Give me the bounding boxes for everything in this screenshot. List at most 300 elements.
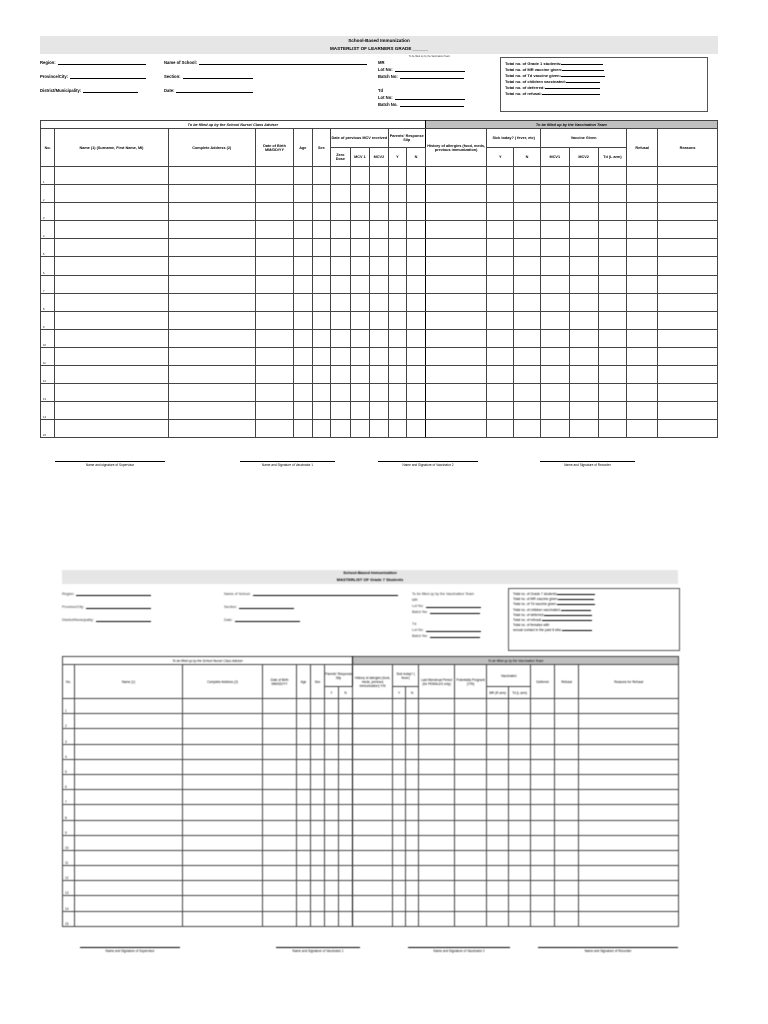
- table-cell[interactable]: [263, 729, 297, 744]
- table-cell[interactable]: [419, 881, 455, 896]
- table-cell[interactable]: [263, 744, 297, 759]
- table-cell[interactable]: [406, 774, 419, 789]
- table-cell[interactable]: [487, 257, 514, 275]
- table-cell[interactable]: [55, 239, 168, 257]
- table-cell[interactable]: [569, 203, 598, 221]
- table-cell[interactable]: [263, 805, 297, 820]
- table-cell[interactable]: [406, 896, 419, 911]
- table-cell[interactable]: [598, 402, 627, 420]
- table-cell[interactable]: [350, 366, 370, 384]
- table-cell[interactable]: [569, 167, 598, 185]
- table-cell[interactable]: [325, 911, 339, 926]
- table-cell[interactable]: [255, 329, 293, 347]
- table-cell[interactable]: [487, 329, 514, 347]
- table-cell[interactable]: [294, 329, 313, 347]
- table-cell[interactable]: [183, 835, 263, 850]
- table-cell[interactable]: [627, 366, 658, 384]
- table-cell[interactable]: [388, 239, 407, 257]
- table-cell[interactable]: [183, 820, 263, 835]
- table-cell[interactable]: [531, 911, 555, 926]
- table-cell[interactable]: [569, 257, 598, 275]
- table-cell[interactable]: [312, 366, 331, 384]
- table-cell[interactable]: [297, 729, 311, 744]
- table-cell[interactable]: [311, 714, 325, 729]
- table-cell[interactable]: [370, 366, 389, 384]
- table-cell[interactable]: [325, 744, 339, 759]
- table-cell[interactable]: [297, 896, 311, 911]
- table-cell[interactable]: [569, 384, 598, 402]
- table-cell[interactable]: [55, 275, 168, 293]
- table-cell[interactable]: [419, 850, 455, 865]
- table-cell[interactable]: [531, 896, 555, 911]
- table-cell[interactable]: [325, 805, 339, 820]
- table-cell[interactable]: [540, 185, 569, 203]
- table-cell[interactable]: [311, 759, 325, 774]
- table-cell[interactable]: [393, 866, 406, 881]
- table-cell[interactable]: [339, 896, 353, 911]
- table-cell[interactable]: [294, 257, 313, 275]
- table-cell[interactable]: [55, 293, 168, 311]
- table-cell[interactable]: [393, 896, 406, 911]
- table-cell[interactable]: [407, 257, 426, 275]
- table-cell[interactable]: [555, 805, 579, 820]
- table-cell[interactable]: [658, 402, 718, 420]
- table-cell[interactable]: [487, 384, 514, 402]
- table-cell[interactable]: [455, 759, 487, 774]
- table-cell[interactable]: [297, 699, 311, 714]
- table-cell[interactable]: [419, 866, 455, 881]
- table-cell[interactable]: [311, 835, 325, 850]
- table-cell[interactable]: [75, 850, 183, 865]
- table-cell[interactable]: [331, 384, 351, 402]
- table-cell[interactable]: [658, 185, 718, 203]
- table-cell[interactable]: [353, 790, 393, 805]
- table-cell[interactable]: [353, 866, 393, 881]
- table-cell[interactable]: [353, 835, 393, 850]
- table-cell[interactable]: [455, 774, 487, 789]
- table-cell[interactable]: [569, 221, 598, 239]
- table-cell[interactable]: [598, 293, 627, 311]
- table-cell[interactable]: [255, 384, 293, 402]
- table-cell[interactable]: [509, 881, 531, 896]
- table-cell[interactable]: [540, 366, 569, 384]
- table-cell[interactable]: [407, 366, 426, 384]
- table-cell[interactable]: [598, 384, 627, 402]
- table-cell[interactable]: [325, 759, 339, 774]
- table-cell[interactable]: [406, 911, 419, 926]
- table-cell[interactable]: [339, 805, 353, 820]
- table-cell[interactable]: [370, 239, 389, 257]
- table-cell[interactable]: [353, 744, 393, 759]
- table-cell[interactable]: [393, 850, 406, 865]
- table-cell[interactable]: [393, 790, 406, 805]
- table-cell[interactable]: [419, 744, 455, 759]
- table-cell[interactable]: [555, 896, 579, 911]
- table-cell[interactable]: [425, 420, 487, 438]
- table-cell[interactable]: [407, 420, 426, 438]
- table-cell[interactable]: [531, 881, 555, 896]
- table-cell[interactable]: [297, 835, 311, 850]
- table-cell[interactable]: [598, 329, 627, 347]
- table-cell[interactable]: [388, 293, 407, 311]
- table-cell[interactable]: [75, 866, 183, 881]
- form1-sig-supervisor[interactable]: Name and signature of Supervisor: [55, 461, 165, 467]
- table-cell[interactable]: [388, 203, 407, 221]
- table-cell[interactable]: [255, 311, 293, 329]
- table-cell[interactable]: [294, 239, 313, 257]
- table-cell[interactable]: [540, 384, 569, 402]
- table-cell[interactable]: [487, 744, 509, 759]
- table-cell[interactable]: [419, 805, 455, 820]
- table-cell[interactable]: [393, 729, 406, 744]
- table-cell[interactable]: [294, 347, 313, 365]
- table-cell[interactable]: [183, 774, 263, 789]
- table-cell[interactable]: [55, 329, 168, 347]
- table-cell[interactable]: [331, 347, 351, 365]
- table-cell[interactable]: [350, 311, 370, 329]
- table-cell[interactable]: [509, 774, 531, 789]
- table-cell[interactable]: [312, 311, 331, 329]
- table-cell[interactable]: [579, 729, 679, 744]
- table-cell[interactable]: [598, 167, 627, 185]
- table-cell[interactable]: [509, 744, 531, 759]
- table-cell[interactable]: [455, 790, 487, 805]
- table-cell[interactable]: [531, 759, 555, 774]
- table-cell[interactable]: [555, 699, 579, 714]
- table-cell[interactable]: [531, 790, 555, 805]
- table-cell[interactable]: [598, 347, 627, 365]
- table-cell[interactable]: [455, 896, 487, 911]
- table-cell[interactable]: [425, 167, 487, 185]
- form2-section-field[interactable]: Section:: [224, 605, 294, 609]
- table-cell[interactable]: [531, 774, 555, 789]
- table-cell[interactable]: [311, 790, 325, 805]
- table-cell[interactable]: [407, 384, 426, 402]
- table-cell[interactable]: [263, 714, 297, 729]
- table-cell[interactable]: [407, 221, 426, 239]
- table-cell[interactable]: [350, 347, 370, 365]
- table-cell[interactable]: [579, 744, 679, 759]
- table-cell[interactable]: [406, 866, 419, 881]
- form2-total-mr[interactable]: Total no. of MR vaccine given:: [513, 597, 675, 602]
- table-cell[interactable]: [388, 185, 407, 203]
- table-cell[interactable]: [555, 835, 579, 850]
- table-cell[interactable]: [370, 293, 389, 311]
- form2-td-lot-field[interactable]: Lot No:: [412, 628, 481, 632]
- form1-total-vaccinated[interactable]: Total no. of children vaccinated:: [505, 79, 703, 85]
- table-cell[interactable]: [311, 744, 325, 759]
- table-cell[interactable]: [294, 420, 313, 438]
- table-cell[interactable]: [168, 257, 255, 275]
- table-cell[interactable]: [183, 850, 263, 865]
- table-cell[interactable]: [255, 203, 293, 221]
- table-cell[interactable]: [419, 820, 455, 835]
- table-cell[interactable]: [569, 402, 598, 420]
- table-cell[interactable]: [425, 293, 487, 311]
- table-cell[interactable]: [55, 203, 168, 221]
- table-cell[interactable]: [353, 805, 393, 820]
- table-cell[interactable]: [627, 167, 658, 185]
- table-cell[interactable]: [312, 384, 331, 402]
- table-cell[interactable]: [487, 835, 509, 850]
- table-cell[interactable]: [455, 835, 487, 850]
- table-cell[interactable]: [598, 203, 627, 221]
- table-cell[interactable]: [514, 347, 541, 365]
- table-cell[interactable]: [353, 911, 393, 926]
- table-cell[interactable]: [555, 881, 579, 896]
- table-cell[interactable]: [455, 729, 487, 744]
- table-cell[interactable]: [487, 714, 509, 729]
- table-cell[interactable]: [294, 275, 313, 293]
- table-cell[interactable]: [353, 896, 393, 911]
- table-cell[interactable]: [455, 881, 487, 896]
- table-cell[interactable]: [183, 759, 263, 774]
- table-cell[interactable]: [353, 699, 393, 714]
- table-cell[interactable]: [406, 759, 419, 774]
- table-cell[interactable]: [75, 744, 183, 759]
- table-cell[interactable]: [311, 774, 325, 789]
- table-cell[interactable]: [627, 221, 658, 239]
- table-cell[interactable]: [509, 866, 531, 881]
- table-cell[interactable]: [487, 275, 514, 293]
- table-cell[interactable]: [531, 729, 555, 744]
- table-cell[interactable]: [487, 850, 509, 865]
- table-cell[interactable]: [370, 275, 389, 293]
- table-cell[interactable]: [75, 714, 183, 729]
- table-cell[interactable]: [598, 420, 627, 438]
- table-cell[interactable]: [388, 347, 407, 365]
- form1-td-lot-field[interactable]: Lot No:: [378, 95, 465, 100]
- table-cell[interactable]: [407, 329, 426, 347]
- table-cell[interactable]: [514, 185, 541, 203]
- table-cell[interactable]: [255, 402, 293, 420]
- table-cell[interactable]: [325, 699, 339, 714]
- table-cell[interactable]: [579, 820, 679, 835]
- table-cell[interactable]: [75, 774, 183, 789]
- table-cell[interactable]: [350, 221, 370, 239]
- table-cell[interactable]: [297, 850, 311, 865]
- form1-td-batch-field[interactable]: Batch No.: [378, 102, 464, 107]
- table-cell[interactable]: [168, 366, 255, 384]
- table-cell[interactable]: [353, 729, 393, 744]
- table-cell[interactable]: [331, 239, 351, 257]
- table-cell[interactable]: [388, 257, 407, 275]
- table-cell[interactable]: [75, 835, 183, 850]
- form2-total-deferred[interactable]: Total no. of deferred:: [513, 613, 675, 618]
- table-cell[interactable]: [255, 275, 293, 293]
- table-cell[interactable]: [393, 714, 406, 729]
- table-cell[interactable]: [370, 402, 389, 420]
- table-cell[interactable]: [297, 881, 311, 896]
- table-cell[interactable]: [168, 402, 255, 420]
- table-cell[interactable]: [388, 420, 407, 438]
- table-cell[interactable]: [263, 881, 297, 896]
- table-cell[interactable]: [255, 167, 293, 185]
- table-cell[interactable]: [598, 221, 627, 239]
- table-cell[interactable]: [540, 257, 569, 275]
- table-cell[interactable]: [297, 911, 311, 926]
- table-cell[interactable]: [294, 185, 313, 203]
- table-cell[interactable]: [339, 866, 353, 881]
- form2-sig-recorder[interactable]: Name and Signature of Recorder: [538, 947, 678, 953]
- table-cell[interactable]: [509, 896, 531, 911]
- table-cell[interactable]: [455, 820, 487, 835]
- table-cell[interactable]: [425, 384, 487, 402]
- table-cell[interactable]: [75, 896, 183, 911]
- table-cell[interactable]: [255, 420, 293, 438]
- table-cell[interactable]: [263, 896, 297, 911]
- table-cell[interactable]: [406, 881, 419, 896]
- form2-total-students[interactable]: Total no. of Grade 7 students:: [513, 592, 675, 597]
- table-cell[interactable]: [183, 744, 263, 759]
- table-cell[interactable]: [579, 881, 679, 896]
- table-cell[interactable]: [263, 820, 297, 835]
- table-cell[interactable]: [168, 420, 255, 438]
- table-cell[interactable]: [509, 790, 531, 805]
- table-cell[interactable]: [55, 384, 168, 402]
- table-cell[interactable]: [325, 729, 339, 744]
- table-cell[interactable]: [579, 759, 679, 774]
- table-cell[interactable]: [393, 774, 406, 789]
- form2-district-field[interactable]: District/Municipality:: [62, 618, 151, 622]
- table-cell[interactable]: [370, 257, 389, 275]
- table-cell[interactable]: [509, 820, 531, 835]
- form1-mr-batch-field[interactable]: Batch No:: [378, 74, 464, 79]
- table-cell[interactable]: [407, 239, 426, 257]
- table-cell[interactable]: [555, 911, 579, 926]
- table-cell[interactable]: [658, 275, 718, 293]
- table-cell[interactable]: [294, 167, 313, 185]
- form1-section-field[interactable]: Section:: [164, 74, 253, 79]
- table-cell[interactable]: [331, 203, 351, 221]
- table-cell[interactable]: [311, 699, 325, 714]
- table-cell[interactable]: [406, 850, 419, 865]
- form2-mr-lot-field[interactable]: Lot No:: [412, 604, 481, 608]
- form1-total-td[interactable]: Total no. of Td vaccine given:: [505, 73, 703, 79]
- table-cell[interactable]: [331, 329, 351, 347]
- table-cell[interactable]: [569, 366, 598, 384]
- table-cell[interactable]: [531, 699, 555, 714]
- form2-total-td[interactable]: Total no. of Td vaccine given:: [513, 602, 675, 607]
- table-cell[interactable]: [311, 911, 325, 926]
- table-cell[interactable]: [255, 347, 293, 365]
- table-cell[interactable]: [658, 257, 718, 275]
- table-cell[interactable]: [425, 185, 487, 203]
- table-cell[interactable]: [183, 881, 263, 896]
- table-cell[interactable]: [294, 402, 313, 420]
- table-cell[interactable]: [183, 896, 263, 911]
- table-cell[interactable]: [658, 366, 718, 384]
- table-cell[interactable]: [325, 866, 339, 881]
- table-cell[interactable]: [425, 366, 487, 384]
- table-cell[interactable]: [350, 329, 370, 347]
- table-cell[interactable]: [658, 293, 718, 311]
- table-cell[interactable]: [455, 714, 487, 729]
- table-cell[interactable]: [312, 420, 331, 438]
- table-cell[interactable]: [487, 293, 514, 311]
- table-cell[interactable]: [370, 384, 389, 402]
- table-cell[interactable]: [255, 239, 293, 257]
- table-cell[interactable]: [350, 257, 370, 275]
- table-cell[interactable]: [388, 366, 407, 384]
- table-cell[interactable]: [255, 293, 293, 311]
- table-cell[interactable]: [311, 820, 325, 835]
- table-cell[interactable]: [294, 203, 313, 221]
- table-cell[interactable]: [531, 820, 555, 835]
- table-cell[interactable]: [425, 329, 487, 347]
- table-cell[interactable]: [75, 759, 183, 774]
- table-cell[interactable]: [75, 820, 183, 835]
- table-cell[interactable]: [331, 293, 351, 311]
- table-cell[interactable]: [331, 275, 351, 293]
- form2-mr-batch-field[interactable]: Batch No:: [412, 610, 480, 614]
- table-cell[interactable]: [487, 366, 514, 384]
- table-cell[interactable]: [406, 835, 419, 850]
- table-cell[interactable]: [579, 835, 679, 850]
- table-cell[interactable]: [325, 774, 339, 789]
- form2-school-name-field[interactable]: Name of School:: [224, 592, 398, 596]
- form2-date-field[interactable]: Date:: [224, 618, 300, 622]
- table-cell[interactable]: [339, 820, 353, 835]
- table-cell[interactable]: [370, 347, 389, 365]
- table-cell[interactable]: [509, 714, 531, 729]
- table-cell[interactable]: [406, 790, 419, 805]
- table-cell[interactable]: [370, 329, 389, 347]
- table-cell[interactable]: [393, 881, 406, 896]
- table-cell[interactable]: [75, 881, 183, 896]
- form1-date-field[interactable]: Date:: [164, 88, 253, 93]
- table-cell[interactable]: [388, 221, 407, 239]
- table-cell[interactable]: [312, 402, 331, 420]
- table-cell[interactable]: [353, 881, 393, 896]
- table-cell[interactable]: [339, 699, 353, 714]
- table-cell[interactable]: [540, 221, 569, 239]
- table-cell[interactable]: [598, 239, 627, 257]
- table-cell[interactable]: [514, 167, 541, 185]
- table-cell[interactable]: [297, 866, 311, 881]
- table-cell[interactable]: [294, 366, 313, 384]
- table-cell[interactable]: [540, 420, 569, 438]
- table-cell[interactable]: [406, 820, 419, 835]
- table-cell[interactable]: [540, 329, 569, 347]
- table-cell[interactable]: [407, 311, 426, 329]
- table-cell[interactable]: [350, 239, 370, 257]
- form1-sig-recorder[interactable]: Name and Signature of Recorder: [540, 461, 635, 467]
- table-cell[interactable]: [658, 239, 718, 257]
- table-cell[interactable]: [569, 239, 598, 257]
- table-cell[interactable]: [455, 805, 487, 820]
- table-cell[interactable]: [419, 699, 455, 714]
- table-cell[interactable]: [540, 402, 569, 420]
- table-cell[interactable]: [658, 384, 718, 402]
- table-cell[interactable]: [555, 729, 579, 744]
- table-cell[interactable]: [579, 699, 679, 714]
- table-cell[interactable]: [311, 896, 325, 911]
- table-cell[interactable]: [627, 257, 658, 275]
- table-cell[interactable]: [388, 402, 407, 420]
- table-cell[interactable]: [255, 257, 293, 275]
- table-cell[interactable]: [509, 911, 531, 926]
- table-cell[interactable]: [297, 714, 311, 729]
- table-cell[interactable]: [183, 729, 263, 744]
- table-cell[interactable]: [514, 311, 541, 329]
- table-cell[interactable]: [370, 221, 389, 239]
- table-cell[interactable]: [579, 896, 679, 911]
- form1-total-students[interactable]: Total no. of Grade 1 students:: [505, 61, 703, 67]
- table-cell[interactable]: [658, 167, 718, 185]
- table-cell[interactable]: [425, 275, 487, 293]
- table-cell[interactable]: [325, 896, 339, 911]
